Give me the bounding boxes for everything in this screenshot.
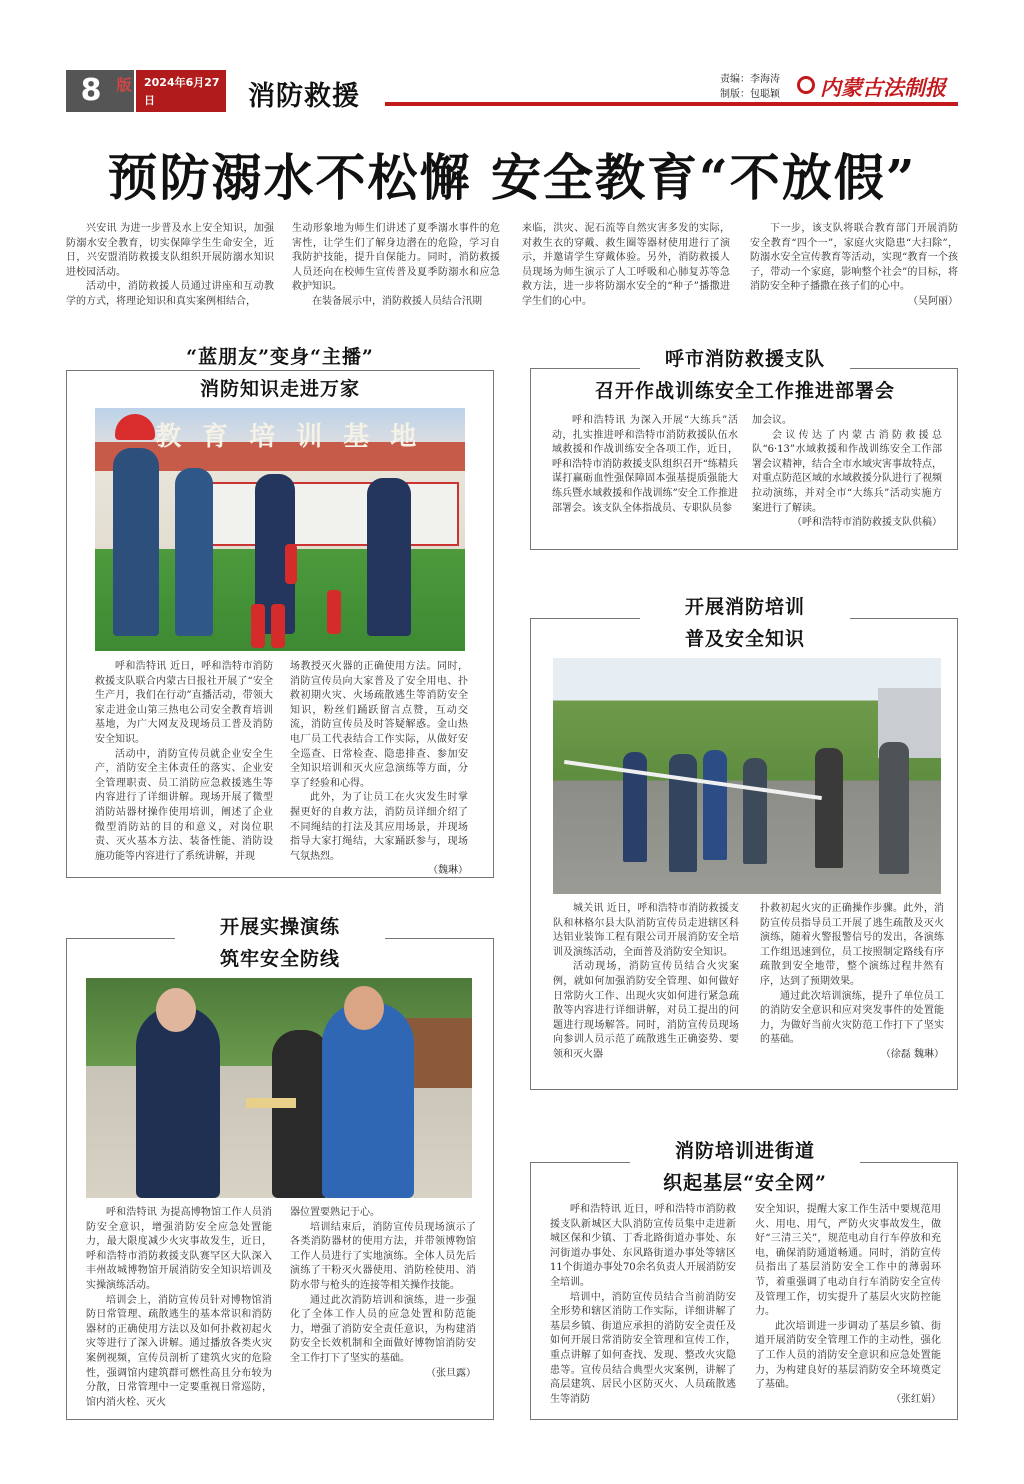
byline: （徐磊 魏琳） (880, 1048, 944, 1060)
byline: （吴阿丽） (908, 295, 958, 307)
article-e-title1: 消防培训进街道 (630, 1136, 860, 1163)
article-c-title2: 普及安全知识 (640, 624, 850, 651)
article-b-col2 (752, 414, 942, 531)
article-d-col2 (290, 1206, 476, 1381)
person-figure (113, 448, 159, 636)
article-b-title1: 呼市消防救援支队 (640, 344, 850, 371)
issue-date-box (136, 70, 226, 125)
paragraph: 呼和浩特讯 为提高博物馆工作人员消防安全意识，增强消防安全应急处置能力，最大限度减少火灾事故发生，近日，呼和浩特市消防救援支队赛罕区大队深入丰州故城博物馆开展消防安全知识培训及实操演练活动。 (86, 1207, 272, 1291)
lead-article-col1 (66, 222, 274, 310)
paragraph: 会议传达了内蒙古消防救援总队“6·13”水域救援和作战训练安全工作部署会议精神，结合全市水域灾害事故特点，对重点防范区域的水域救援分队进行了视频拉动演练，并对全市“大练兵”活动实施方案进行了解读。 (752, 429, 942, 514)
article-b-title2: 召开作战训练安全工作推进部署会 (580, 376, 910, 403)
paragraph: 通过此次培训演练，提升了单位员工的消防安全意识和应对突发事件的处置能力，为做好当前火灾防范工作打下了坚实的基础。 (760, 990, 944, 1046)
building-windows (205, 482, 459, 546)
article-a-col1 (95, 660, 273, 864)
article-c-title1: 开展消防培训 (640, 592, 850, 619)
fire-extinguisher-icon (271, 604, 285, 648)
photo-banner-text: 教 育 培 训 基 地 (155, 422, 423, 452)
paragraph: 扑救初起火灾的正确操作步骤。此外，消防宣传员指导员工开展了逃生疏散及灭火演练，随着火警报警信号的发出，各演练工作组迅速到位，员工按照制定路线有序疏散到安全地带，整个演练过程井然有序，达到了预期效果。 (760, 903, 944, 987)
volunteer-figure (322, 1002, 414, 1198)
person-figure (879, 742, 909, 874)
paragraph: 兴安讯 为进一步普及水上安全知识，加强防溺水安全教育，切实保障学生生命安全，近日，兴安盟消防救援支队组织开展防溺水知识进校园活动。 (66, 223, 274, 278)
lead-article-col4 (750, 222, 958, 310)
article-c-col1 (553, 902, 739, 1063)
person-figure (743, 758, 767, 864)
newspaper-logo: 内蒙古法制报 (820, 75, 946, 100)
article-a-title2: 消防知识走进万家 (160, 374, 400, 401)
article-a-photo (95, 408, 465, 651)
paragraph: 通过此次消防培训和演练，进一步强化了全体工作人员的应急处置和防范能力，增强了消防安全责任意识，为构建消防安全长效机制和全面做好博物馆消防安全工作打下了坚实的基础。 (290, 1294, 476, 1364)
editor-credits (720, 72, 780, 102)
lead-article-col2 (292, 222, 500, 310)
paragraph: 生动形象地为师生们讲述了夏季溺水事件的危害性，让学生们了解身边潜在的危险，学习自我防护技能，提升自保能力。同时，消防救援人员还向在校师生宣传普及夏季防溺水和应急救护知识。 (292, 223, 500, 293)
article-b-col1 (552, 414, 738, 516)
issue-date: 2024年6月27日 (144, 76, 220, 107)
person-figure (815, 748, 843, 868)
article-e-col1 (550, 1203, 736, 1407)
byline: （呼和浩特市消防救援支队供稿） (792, 517, 942, 529)
article-a-col2 (290, 660, 468, 879)
paragraph: 活动现场，消防宣传员结合火灾案例，就如何加强消防安全管理、如何做好日常防火工作、出现火灾如何进行紧急疏散等内容进行详细讲解，对员工提出的问题进行现场解答。同时，消防宣传员现场向参训人员示范了疏散逃生正确姿势、要领和灭火器 (553, 961, 739, 1060)
section-title: 消防救援 (248, 81, 360, 112)
header-rule (385, 102, 958, 106)
article-e-title2: 织起基层“安全网” (630, 1168, 860, 1195)
document-icon (246, 1098, 296, 1108)
page-number: 8 (80, 73, 102, 108)
editor-name: 责编：李海涛 (720, 74, 780, 85)
article-d-col1 (86, 1206, 272, 1410)
page-ban-label: 版 (116, 76, 132, 94)
firefighter-figure (703, 750, 727, 860)
paragraph: 活动中，消防救援人员通过讲座和互动教学的方式，将理论知识和真实案例相结合， (66, 281, 274, 307)
paragraph: 培训会上，消防宣传员针对博物馆消防日常管理、疏散逃生的基本常识和消防器材的正确使用方法以及如何扑救初起火灾等进行了深入讲解。通过播放各类火灾案例视频，宣传员剖析了建筑火灾的危险性，强调馆内建筑群可燃性高且分布较为分散，日常管理中一定要重视日常巡防，馆内消火栓、灭火 (86, 1294, 272, 1408)
paragraph: 加会议。 (752, 415, 792, 426)
byline: （张旦露） (426, 1367, 476, 1379)
article-d-photo (86, 978, 472, 1198)
lead-article-col3 (522, 222, 730, 310)
paragraph: 此外，为了让员工在火灾发生时掌握更好的自救方法，消防员详细介绍了不同绳结的打法及其应用场景，并现场指导大家打绳结，大家踊跃参与，现场气氛热烈。 (290, 792, 468, 862)
person-figure (175, 468, 213, 636)
paragraph: 下一步，该支队将联合教育部门开展消防安全教育“四个一”，家庭火灾隐患“大扫除”，防溺水安全宣传教育等活动，实现“教育一个孩子，带动一个家庭，影响整个社会”的目标，将消防安全种子播撒在孩子们的心中。 (750, 223, 958, 293)
article-c-col2 (760, 902, 944, 1063)
fire-extinguisher-icon (327, 590, 341, 634)
page-headline: 预防溺水不松懈 安全教育“不放假” (107, 148, 917, 207)
issue-weekday: 星期四 (144, 112, 177, 125)
byline: （张红娟） (891, 1393, 941, 1405)
firefighter-figure (367, 478, 411, 636)
paragraph: 器位置要熟记于心。 (290, 1207, 380, 1218)
paragraph: 场教授灭火器的正确使用方法。同时，消防宣传员向大家普及了安全用电、扑救初期火灾、火场疏散逃生等消防安全知识，粉丝们踊跃留言点赞，互动交流，消防宣传员及时答疑解惑。金山热电厂员工代表结合工作实际，从做好安全巡查、日常检查、隐患排查、参加安全知识培训和灭火应急演练等方面，分享了经验和心得。 (290, 661, 468, 789)
helmet-icon (115, 414, 155, 440)
paragraph: 呼和浩特讯 近日，呼和浩特市消防救援支队新城区大队消防宣传员集中走进新城区保和少镇、丁香北路街道办事处、东河街道办事处、东风路街道办事处等辖区11个街道办事处70余名负责人开展消防安全培训。 (550, 1204, 736, 1288)
face (156, 988, 196, 1032)
paragraph: 在装备展示中，消防救援人员结合汛期 (312, 295, 482, 307)
paragraph: 培训结束后，消防宣传员现场演示了各类消防器材的使用方法，并带领博物馆工作人员进行了实地演练。全体人员先后演练了干粉灭火器使用、消防栓使用、消防水带与枪头的连接等相关操作技能。 (290, 1221, 476, 1291)
byline: （魏琳） (428, 865, 468, 877)
fire-extinguisher-icon (251, 604, 265, 648)
paragraph: 安全知识，提醒大家工作生活中要规范用火、用电、用气，严防火灾事故发生，做好“三清三关”，规范电动自行车停放和充电，确保消防通道畅通。同时，消防宣传员指出了基层消防安全工作中的薄弱环节，着重强调了电动自行车消防安全宣传及管理工作，切实提升了基层火灾防控能力。 (755, 1204, 941, 1318)
newspaper-logo-icon (797, 76, 815, 94)
paragraph: 呼和浩特讯 为深入开展“大练兵”活动，扎实推进呼和浩特市消防救援队伍水域救援和作战训练安全各项工作，近日，呼和浩特市消防救援支队组织召开“练精兵谋打赢砺血性强保障固本强基提质强能大练兵暨水域救援和作战训练”安全工作推进部署会。该支队全体指战员、专职队员参 (552, 415, 738, 514)
article-c-photo (553, 658, 941, 894)
layout-name: 制版：包聪颖 (720, 89, 780, 100)
paragraph: 此次培训进一步调动了基层乡镇、街道开展消防安全管理工作的主动性，强化了工作人员的消防安全意识和应急处置能力，为构建良好的基层消防安全环境奠定了基础。 (755, 1320, 941, 1391)
article-d-title2: 筑牢安全防线 (175, 944, 385, 971)
article-e-col2 (755, 1203, 941, 1407)
firefighter-figure (136, 1006, 220, 1198)
person-figure (669, 754, 697, 872)
paragraph: 呼和浩特讯 近日，呼和浩特市消防救援支队联合内蒙古日报社开展了“安全生产月，我们在行动”直播活动，带领大家走进金山第三热电公司安全教育培训基地，为广大网友及现场员工普及消防安全知识。 (95, 661, 273, 745)
fire-extinguisher-icon (285, 544, 297, 584)
paragraph: 来临，洪灾、泥石流等自然灾害多发的实际，对救生衣的穿戴、救生圈等器材使用进行了演示，并邀请学生穿戴体验。另外，消防救援人员现场为师生演示了人工呼吸和心肺复苏等急救方法，进一步将防溺水安全的“种子”播撒进学生们的心中。 (522, 223, 730, 307)
article-d-title1: 开展实操演练 (175, 912, 385, 939)
paragraph: 培训中，消防宣传员结合当前消防安全形势和辖区消防工作实际，详细讲解了基层乡镇、街道应承担的消防安全责任及如何开展日常消防安全管理和宣传工作，重点讲解了如何查找、发现、整改火灾隐患等。宣传员结合典型火灾案例，讲解了高层建筑、居民小区防灭火、人员疏散逃生等消防 (550, 1291, 736, 1405)
face (344, 986, 384, 1030)
article-a-title1: “蓝朋友”变身“主播” (160, 342, 400, 369)
paragraph: 活动中，消防宣传员就企业安全生产，消防安全主体责任的落实、企业安全管理职责、员工消防应急救援逃生等内容进行了详细讲解。现场开展了微型消防站器材操作使用培训，阐述了企业微型消防站的目的和意义，对岗位职责、灭火基本方法、装备性能、消防设施功能等内容进行了系统讲解，并现 (95, 748, 273, 862)
paragraph: 城关讯 近日，呼和浩特市消防救援支队和林格尔县大队消防宣传员走进辖区科达铝业装饰工程有限公司开展消防安全培训及演练活动，全面普及消防安全知识。 (553, 903, 739, 958)
